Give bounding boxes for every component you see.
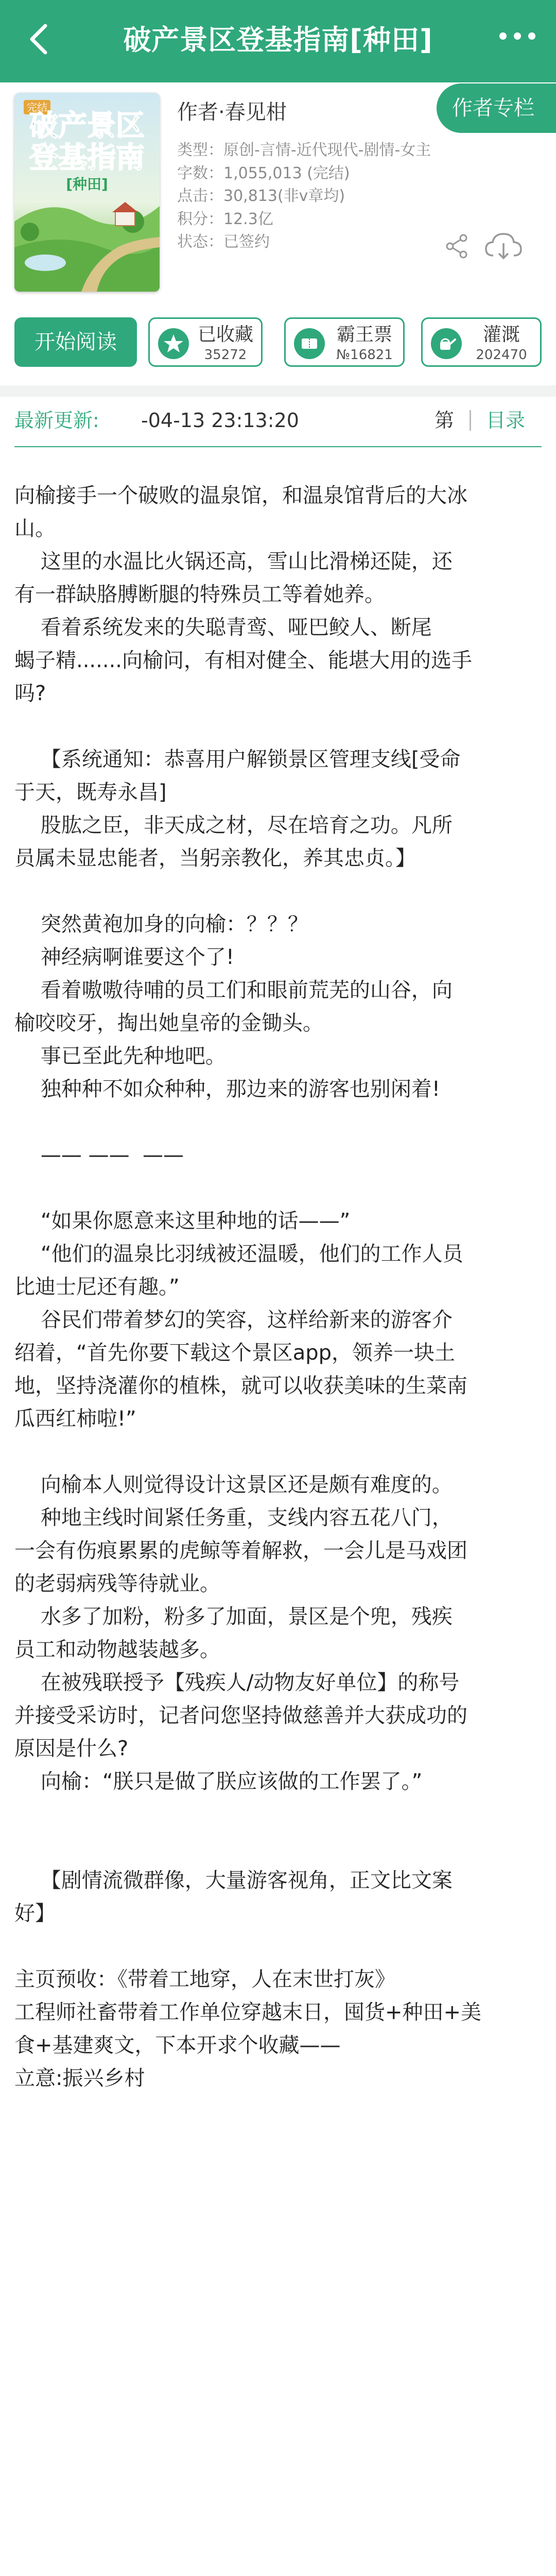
synopsis-line: 向榆：“朕只是做了朕应该做的工作罢了。”: [14, 1770, 423, 1793]
water-count: 202470: [476, 347, 527, 363]
star-icon: [158, 328, 189, 359]
synopsis-line: 比迪士尼还有趣。”: [14, 1275, 180, 1299]
synopsis-line: —— —— ——: [14, 1143, 184, 1167]
synopsis-line: 的老弱病残等待就业。: [14, 1572, 220, 1596]
cover-subtitle: [种田]: [66, 176, 108, 193]
synopsis-line: 【剧情流微群像，大量游客视角，正文比文案: [14, 1869, 453, 1892]
synopsis-line: 种地主线时间紧任务重，支线内容五花八门，: [14, 1506, 453, 1530]
book-cover[interactable]: [14, 93, 160, 292]
cover-title-line1: 破产景区: [29, 109, 145, 143]
page-title: 破产景区登基指南[种田]: [123, 24, 433, 56]
synopsis-line: 看着系统发来的失聪青鸾、哑巴鲛人、断尾: [14, 616, 432, 639]
synopsis-line: 水多了加粉，粉多了加面，景区是个兜，残疾: [14, 1605, 453, 1629]
synopsis-line: 向榆本人则觉得设计这景区还是颇有难度的。: [14, 1473, 453, 1497]
synopsis-line: 事已至此先种地吧。: [14, 1044, 226, 1068]
latest-update-label: 最新更新:: [14, 409, 99, 432]
meta-words: 字数：1,055,013 (完结): [177, 164, 350, 182]
latest-update-time: -04-13 23:13:20: [141, 409, 299, 432]
synopsis-line: 立意:振兴乡村: [14, 2066, 145, 2090]
synopsis-line: 瓜西红柿啦!”: [14, 1407, 136, 1431]
synopsis-line: 在被残联授予【残疾人/动物友好单位】的称号: [14, 1671, 460, 1694]
synopsis-line: 有一群缺胳膊断腿的特殊员工等着她养。: [14, 583, 385, 606]
synopsis-line: 员工和动物越装越多。: [14, 1638, 220, 1662]
synopsis-line: 这里的水温比火锅还高，雪山比滑梯还陡，还: [14, 550, 453, 573]
synopsis-line: 看着嗷嗷待哺的员工们和眼前荒芜的山谷，向: [14, 978, 453, 1002]
author-name[interactable]: 作者·春见柑: [177, 100, 287, 124]
synopsis-line: 蝎子精.......向榆问，有相对健全、能堪大用的选手: [14, 649, 473, 672]
update-underline: [14, 446, 542, 447]
synopsis-line: 股肱之臣，非天成之材，尽在培育之功。凡所: [14, 814, 453, 837]
synopsis-line: 神经病啊谁要这个了!: [14, 945, 234, 969]
table-of-contents-link[interactable]: 目录: [486, 409, 526, 432]
start-reading-button[interactable]: 开始阅读: [14, 317, 137, 367]
watering-can-icon: [431, 328, 462, 359]
meta-points: 积分：12.3亿: [177, 210, 273, 228]
share-icon[interactable]: [444, 233, 471, 260]
vote-label: 霸王票: [336, 324, 392, 345]
ticket-icon: [294, 328, 325, 359]
collect-button[interactable]: [148, 317, 263, 367]
collect-count: 35272: [204, 347, 247, 363]
cover-title-line2: 登基指南: [29, 141, 145, 175]
synopsis-line: 山。: [14, 517, 56, 540]
water-label: 灌溉: [482, 324, 520, 345]
vote-count: №16821: [336, 347, 393, 363]
synopsis-line: 主页预收：《带着工地穿，人在末世打灰》: [14, 1968, 395, 1991]
synopsis-line: 独种种不如众种种，那边来的游客也别闲着!: [14, 1077, 440, 1101]
latest-chapter-link[interactable]: 第: [435, 409, 455, 432]
meta-status: 状态：已签约: [177, 233, 270, 251]
synopsis-line: 地，坚持浇灌你的植株，就可以收获美味的生菜南: [14, 1374, 467, 1398]
synopsis-line: 于天，既寿永昌]: [14, 781, 167, 804]
synopsis-line: 好】: [14, 1902, 56, 1925]
collect-label: 已收藏: [197, 324, 253, 345]
synopsis-line: 吗?: [14, 682, 46, 705]
meta-clicks: 点击：30,813(非v章均): [177, 187, 345, 205]
update-separator: [470, 410, 471, 431]
book-meta: [177, 139, 431, 254]
section-divider: [0, 385, 556, 397]
author-column-button[interactable]: 作者专栏: [437, 83, 556, 133]
cover-badge: 完结: [24, 100, 50, 114]
synopsis-line: 绍着，“首先你要下载这个景区app，领养一块土: [14, 1341, 456, 1365]
synopsis-line: 并接受采访时，记者问您坚持做慈善并大获成功的: [14, 1704, 467, 1727]
meta-type: 类型：原创-言情-近代现代-剧情-女主: [177, 141, 431, 159]
top-bar: [0, 0, 556, 82]
synopsis-line: 食+基建爽文，下本开求个收藏——: [14, 2033, 341, 2057]
synopsis-line: 谷民们带着梦幻的笑容，这样给新来的游客介: [14, 1308, 453, 1332]
more-menu-icon[interactable]: [499, 26, 535, 46]
synopsis-line: 一会有伤痕累累的虎鲸等着解救，一会儿是马戏团: [14, 1539, 467, 1563]
vote-button[interactable]: [284, 317, 405, 367]
synopsis-line: 榆咬咬牙，掏出她皇帝的金锄头。: [14, 1011, 323, 1035]
synopsis-line: 员属未显忠能者，当躬亲教化，养其忠贞。】: [14, 846, 416, 870]
synopsis-line: “他们的温泉比羽绒被还温暖，他们的工作人员: [14, 1242, 463, 1266]
synopsis-line: 【系统通知：恭喜用户解锁景区管理支线[受命: [14, 748, 461, 771]
synopsis-line: 突然黄袍加身的向榆：？？？: [14, 912, 308, 936]
water-button[interactable]: [421, 317, 542, 367]
synopsis-line: “如果你愿意来这里种地的话——”: [14, 1209, 351, 1233]
synopsis-line: 向榆接手一个破败的温泉馆，和温泉馆背后的大冰: [14, 484, 467, 507]
synopsis-line: 工程师社畜带着工作单位穿越末日，囤货+种田+美: [14, 2001, 482, 2024]
download-cloud-icon[interactable]: [484, 230, 523, 263]
synopsis-line: 原因是什么?: [14, 1737, 129, 1760]
